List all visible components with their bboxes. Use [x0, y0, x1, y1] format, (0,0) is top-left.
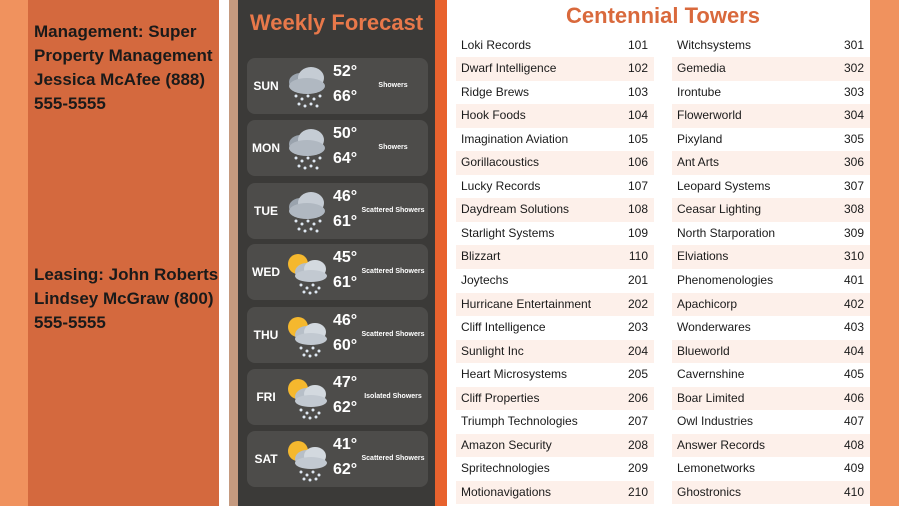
temp-low: 62°	[333, 399, 358, 416]
suite-number: 403	[843, 320, 864, 335]
tenant-row	[456, 457, 654, 481]
forecast-day-card	[247, 307, 428, 363]
tenant-name: Apachicorp	[677, 296, 738, 311]
tenant-row	[456, 245, 654, 269]
tenant-name: Wonderwares	[677, 320, 751, 335]
divider	[447, 0, 456, 506]
divider	[219, 0, 229, 506]
suite-number: 205	[627, 367, 648, 382]
sun-rain-cloud-icon	[283, 435, 331, 483]
suite-number: 107	[627, 178, 648, 193]
tenant-name: Cliff Properties	[461, 390, 540, 405]
tenant-name: Witchsystems	[677, 37, 752, 52]
sun-rain-cloud-icon	[283, 373, 331, 421]
tenant-name: Cavernshine	[677, 367, 745, 382]
tenant-row	[672, 269, 870, 293]
suite-number: 309	[843, 225, 864, 240]
tenant-name: Gorillacoustics	[461, 155, 540, 170]
tenant-name: Amazon Security	[461, 437, 552, 452]
forecast-day-card	[247, 369, 428, 425]
left-stripe	[0, 0, 28, 506]
temp-low: 61°	[333, 274, 358, 291]
tenant-row	[456, 387, 654, 411]
tenant-name: Daydream Solutions	[461, 202, 570, 217]
rain-cloud-icon	[283, 62, 331, 110]
tenant-row	[672, 245, 870, 269]
tenant-name: Answer Records	[677, 437, 766, 452]
day-name: FRI	[256, 390, 276, 404]
divider	[435, 0, 447, 506]
tenant-row	[672, 81, 870, 105]
temp-high: 52°	[333, 63, 358, 80]
temp-low: 60°	[333, 337, 358, 354]
suite-number: 308	[843, 202, 864, 217]
suite-number: 401	[843, 273, 864, 287]
tenant-name: Owl Industries	[677, 414, 754, 429]
suite-number: 305	[843, 131, 864, 146]
suite-number: 204	[627, 343, 648, 358]
suite-number: 302	[843, 61, 864, 76]
suite-number: 106	[627, 155, 648, 170]
tenant-row	[672, 222, 870, 246]
tenant-name: Flowerworld	[677, 108, 742, 123]
tenant-name: Spritechnologies	[461, 461, 550, 476]
temp-high: 46°	[333, 188, 358, 205]
tenant-row	[672, 340, 870, 364]
tenant-name: Gemedia	[677, 61, 726, 76]
tenant-row	[456, 222, 654, 246]
suite-number: 208	[627, 437, 648, 452]
suite-number: 102	[627, 61, 648, 76]
tenant-name: Hook Foods	[461, 108, 526, 123]
tenant-row	[456, 316, 654, 340]
suite-number: 209	[627, 461, 648, 476]
tenant-row	[456, 175, 654, 199]
temp-low: 64°	[333, 150, 358, 167]
tenant-name: Lemonetworks	[677, 461, 756, 476]
day-name: WED	[252, 265, 280, 279]
tenant-name: Blueworld	[677, 343, 730, 358]
tenant-row	[456, 198, 654, 222]
suite-number: 402	[843, 296, 864, 311]
tenant-name: Boar Limited	[677, 390, 745, 405]
suite-number: 407	[843, 414, 864, 429]
tenant-name: Triumph Technologies	[461, 414, 578, 429]
tenant-row	[672, 151, 870, 175]
suite-number: 307	[843, 178, 864, 193]
day-name: SAT	[254, 452, 278, 466]
tenant-name: Irontube	[677, 84, 722, 99]
suite-number: 207	[627, 414, 648, 429]
management-contact: Management: Super Property Management Jessica McAfee (888) 555-5555	[34, 22, 213, 113]
suite-number: 406	[843, 390, 864, 405]
suite-number: 304	[843, 108, 864, 123]
tenant-row	[672, 198, 870, 222]
tenant-row	[456, 293, 654, 317]
tenant-row	[672, 128, 870, 152]
tenant-row	[456, 269, 654, 293]
tenant-name: North Starporation	[677, 225, 776, 240]
tenant-name: Dwarf Intelligence	[461, 61, 557, 76]
tenant-row	[456, 434, 654, 458]
suite-number: 409	[843, 461, 864, 476]
tenant-name: Starlight Systems	[461, 225, 555, 240]
suite-number: 410	[843, 484, 864, 499]
tenant-row	[456, 151, 654, 175]
suite-number: 206	[627, 390, 648, 405]
rain-cloud-icon	[283, 124, 331, 172]
tenant-name: Elviations	[677, 249, 729, 264]
tenant-row	[456, 104, 654, 128]
tenant-row	[672, 434, 870, 458]
tenant-name: Sunlight Inc	[461, 343, 524, 358]
tenant-row	[456, 481, 654, 505]
tenant-name: Ghostronics	[677, 484, 742, 499]
tenant-row	[672, 175, 870, 199]
condition-text: Showers	[378, 82, 408, 89]
suite-number: 201	[627, 273, 648, 287]
day-name: TUE	[254, 204, 278, 218]
temp-high: 50°	[333, 125, 358, 142]
suite-number: 104	[627, 108, 648, 123]
suite-number: 103	[627, 84, 648, 99]
condition-text: Showers	[378, 144, 408, 151]
suite-number: 101	[627, 37, 648, 52]
tenant-row	[456, 34, 654, 58]
divider	[229, 0, 238, 506]
suite-number: 203	[627, 320, 648, 335]
day-name: SUN	[253, 79, 279, 93]
tenant-row	[672, 293, 870, 317]
forecast-day-card	[247, 431, 428, 487]
suite-number: 408	[843, 437, 864, 452]
suite-number: 404	[843, 343, 864, 358]
tenant-name: Blizzart	[461, 249, 501, 264]
forecast-day-card	[247, 120, 428, 176]
suite-number: 108	[627, 202, 648, 217]
tenant-row	[456, 57, 654, 81]
tenant-row	[672, 57, 870, 81]
suite-number: 105	[627, 131, 648, 146]
sun-rain-cloud-icon	[283, 311, 331, 359]
condition-text: Scattered Showers	[361, 207, 425, 214]
tenant-row	[672, 410, 870, 434]
forecast-day-card	[247, 183, 428, 239]
tenant-name: Ridge Brews	[461, 84, 530, 99]
suite-number: 306	[843, 155, 864, 170]
temp-high: 46°	[333, 312, 358, 329]
temp-high: 47°	[333, 374, 358, 391]
tenant-name: Ceasar Lighting	[677, 202, 762, 217]
tenant-name: Hurricane Entertainment	[461, 296, 592, 311]
tenant-row	[672, 481, 870, 505]
day-name: THU	[253, 328, 279, 342]
right-stripe	[870, 0, 899, 506]
tenant-name: Cliff Intelligence	[461, 320, 546, 335]
tenant-row	[456, 410, 654, 434]
tenant-name: Pixyland	[677, 131, 723, 146]
suite-number: 310	[843, 249, 864, 264]
temp-high: 45°	[333, 249, 358, 266]
tenant-row	[672, 34, 870, 58]
forecast-day-card	[247, 244, 428, 300]
directory-title: Centennial Towers	[566, 3, 760, 28]
suite-number: 202	[627, 296, 648, 311]
sun-rain-cloud-icon	[283, 248, 331, 296]
tenant-name: Leopard Systems	[677, 178, 771, 193]
condition-text: Isolated Showers	[364, 393, 422, 400]
temp-high: 41°	[333, 436, 358, 453]
tenant-name: Phenomenologies	[677, 273, 774, 287]
leasing-contact: Leasing: John Roberts Lindsey McGraw (800) 555-5555	[34, 265, 219, 332]
tenant-row	[672, 363, 870, 387]
tenant-row	[672, 457, 870, 481]
tenant-row	[672, 316, 870, 340]
suite-number: 109	[627, 225, 648, 240]
tenant-name: Imagination Aviation	[461, 131, 569, 146]
temp-low: 66°	[333, 88, 358, 105]
suite-number: 405	[843, 367, 864, 382]
suite-number: 301	[843, 37, 864, 52]
tenant-name: Heart Microsystems	[461, 367, 568, 382]
tenant-row	[672, 104, 870, 128]
tenant-name: Ant Arts	[677, 155, 720, 170]
forecast-title: Weekly Forecast	[249, 10, 424, 35]
day-name: MON	[252, 141, 280, 155]
forecast-day-card	[247, 58, 428, 114]
temp-low: 62°	[333, 461, 358, 478]
condition-text: Scattered Showers	[361, 268, 425, 275]
tenant-name: Joytechs	[461, 273, 509, 287]
rain-cloud-icon	[283, 187, 331, 235]
tenant-row	[672, 387, 870, 411]
tenant-row	[456, 81, 654, 105]
suite-number: 110	[628, 249, 648, 264]
tenant-row	[456, 340, 654, 364]
tenant-name: Motionavigations	[461, 484, 552, 499]
tenant-row	[456, 128, 654, 152]
tenant-name: Lucky Records	[461, 178, 541, 193]
tenant-name: Loki Records	[461, 37, 532, 52]
suite-number: 303	[843, 84, 864, 99]
temp-low: 61°	[333, 213, 358, 230]
condition-text: Scattered Showers	[361, 331, 425, 338]
tenant-row	[456, 363, 654, 387]
condition-text: Scattered Showers	[361, 455, 425, 462]
suite-number: 210	[627, 484, 648, 499]
